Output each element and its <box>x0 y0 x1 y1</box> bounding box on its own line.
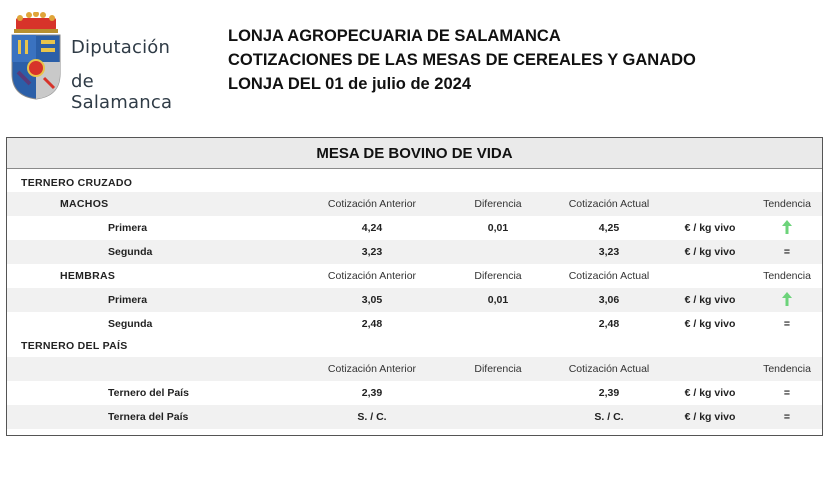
col-header-anterior: Cotización Anterior <box>327 270 417 282</box>
section-title: TERNERO DEL PAÍS <box>21 340 128 352</box>
row-label: Segunda <box>108 318 153 330</box>
cell-tendencia: = <box>783 411 791 423</box>
cell-diferencia: 0,01 <box>487 222 509 234</box>
row-label: Ternera del País <box>108 411 189 423</box>
col-header-actual: Cotización Actual <box>568 363 650 375</box>
table-title: MESA DE BOVINO DE VIDA <box>7 138 822 169</box>
col-header-tendencia: Tendencia <box>763 198 811 210</box>
price-table <box>6 137 823 436</box>
cell-anterior: 4,24 <box>361 222 383 234</box>
col-header-tendencia: Tendencia <box>763 363 811 375</box>
cell-anterior: 3,05 <box>361 294 383 306</box>
group-title: MACHOS <box>60 198 109 210</box>
cell-actual: 3,23 <box>598 246 620 258</box>
col-header-actual: Cotización Actual <box>568 198 650 210</box>
cell-actual: 3,06 <box>598 294 620 306</box>
cell-unidad: € / kg vivo <box>684 318 736 330</box>
cell-unidad: € / kg vivo <box>684 246 736 258</box>
col-header-diferencia: Diferencia <box>474 363 522 375</box>
section-row <box>7 334 822 358</box>
cell-unidad: € / kg vivo <box>684 294 736 306</box>
cell-anterior: 3,23 <box>361 246 383 258</box>
logo-text-line2: de Salamanca <box>71 71 173 113</box>
column-header-row <box>7 357 822 381</box>
table-row <box>7 216 822 240</box>
section-title: TERNERO CRUZADO <box>21 177 133 189</box>
cell-actual: 4,25 <box>598 222 620 234</box>
cell-tendencia: = <box>783 246 791 258</box>
col-header-diferencia: Diferencia <box>474 198 522 210</box>
cell-anterior: S. / C. <box>357 411 387 423</box>
cell-diferencia: 0,01 <box>487 294 509 306</box>
logo-text-line1: Diputación <box>71 37 171 58</box>
row-label: Primera <box>108 222 148 234</box>
col-header-tendencia: Tendencia <box>763 270 811 282</box>
header-line3: LONJA DEL 01 de julio de 2024 <box>228 75 471 93</box>
column-header-row <box>7 192 822 216</box>
column-header-row <box>7 264 822 288</box>
cell-tendencia: = <box>783 387 791 399</box>
table-row <box>7 288 822 312</box>
table-row <box>7 405 822 429</box>
col-header-actual: Cotización Actual <box>568 270 650 282</box>
col-header-anterior: Cotización Anterior <box>327 198 417 210</box>
cell-anterior: 2,48 <box>361 318 383 330</box>
cell-actual: 2,48 <box>598 318 620 330</box>
cell-unidad: € / kg vivo <box>684 387 736 399</box>
cell-actual: S. / C. <box>594 411 624 423</box>
cell-tendencia <box>760 216 814 240</box>
col-header-diferencia: Diferencia <box>474 270 522 282</box>
header-line2: COTIZACIONES DE LAS MESAS DE CEREALES Y GANADO <box>228 51 696 69</box>
group-title: HEMBRAS <box>60 270 116 282</box>
cell-actual: 2,39 <box>598 387 620 399</box>
row-label: Ternero del País <box>108 387 189 399</box>
row-label: Segunda <box>108 246 153 258</box>
table-row <box>7 312 822 336</box>
table-row <box>7 240 822 264</box>
cell-tendencia: = <box>783 318 791 330</box>
coat-of-arms-icon <box>8 12 64 100</box>
cell-unidad: € / kg vivo <box>684 411 736 423</box>
table-row <box>7 381 822 405</box>
cell-unidad: € / kg vivo <box>684 222 736 234</box>
up-arrow-icon <box>782 292 792 306</box>
cell-tendencia <box>760 288 814 312</box>
cell-anterior: 2,39 <box>361 387 383 399</box>
header-line1: LONJA AGROPECUARIA DE SALAMANCA <box>228 27 561 45</box>
diputacion-logo <box>8 12 193 113</box>
row-label: Primera <box>108 294 148 306</box>
up-arrow-icon <box>782 220 792 234</box>
col-header-anterior: Cotización Anterior <box>327 363 417 375</box>
